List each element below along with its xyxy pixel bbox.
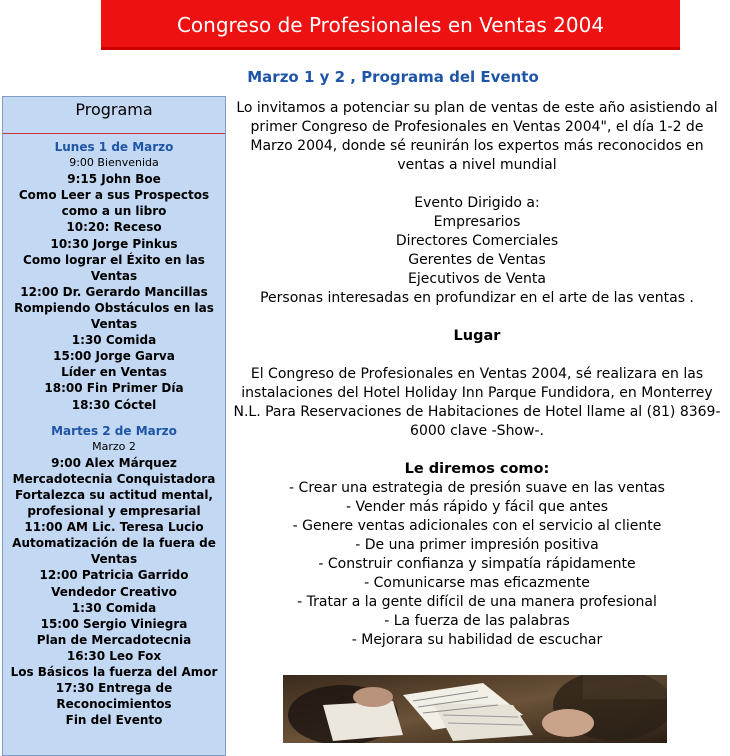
benefit-item: - Vender más rápido y fácil que antes: [345, 499, 608, 515]
schedule-item: 12:00 Patricia Garrido: [39, 568, 189, 583]
benefit-item: - Construir confianza y simpatía rápidamente: [318, 556, 636, 572]
schedule-item: Fortalezca su actitud mental, profesional y empresarial: [15, 487, 213, 519]
schedule-item: 1:30 Comida: [71, 600, 157, 615]
audience-item: Gerentes de Ventas: [408, 252, 546, 268]
schedule-list: [3, 139, 225, 728]
audience-item: Ejecutivos de Venta: [408, 271, 546, 287]
sidebar-header: [3, 97, 225, 134]
benefit-item: - La fuerza de las palabras: [384, 613, 570, 629]
schedule-item: Plan de Mercadotecnia: [36, 632, 192, 647]
benefit-item: - Genere ventas adicionales con el servicio al cliente: [292, 518, 662, 534]
program-sidebar: [2, 96, 226, 756]
venue-paragraph: El Congreso de Profesionales en Ventas 2004, sé realizara en las instalaciones del Hotel Holiday Inn Parque Fundidora, en Monterrey N.L. Para Reservaciones de Habitaciones de Hotel llame al (81) 8369-6000 clave -Show-.: [233, 366, 721, 439]
schedule-item: 17:30 Entrega de Reconocimientos: [55, 681, 173, 712]
audience-item: Empresarios: [433, 214, 521, 230]
benefit-item: - Mejorara su habilidad de escuchar: [351, 632, 603, 648]
sidebar-title: Programa: [75, 100, 153, 119]
schedule-item: 15:00 Sergio Viniegra: [40, 616, 188, 631]
benefit-item: - Tratar a la gente difícil de una manera profesional: [297, 594, 657, 610]
schedule-item: 9:15 John Boe: [67, 172, 161, 187]
event-subtitle: Marzo 1 y 2 , Programa del Evento: [247, 68, 539, 86]
main-content: [232, 99, 722, 650]
schedule-item: Fin del Evento: [65, 713, 163, 728]
day-heading: Martes 2 de Marzo: [51, 423, 177, 438]
day-heading: Lunes 1 de Marzo: [54, 140, 174, 154]
schedule-item: 16:30 Leo Fox: [66, 648, 162, 663]
intro-paragraph: Lo invitamos a potenciar su plan de ventas de este año asistiendo al primer Congreso de Profesionales en Ventas 2004", el día 1-2 de Marzo 2004, donde sé reunirán los expertos más reconocidos en ventas a nivel mundial: [236, 100, 718, 173]
schedule-item: Rompiendo Obstáculos en las Ventas: [14, 300, 214, 332]
schedule-item: Mercadotecnia Conquistadora: [12, 471, 216, 486]
schedule-item: 1:30 Comida: [71, 333, 157, 348]
schedule-item: Como Leer a sus Prospectos como a un libro: [18, 188, 210, 219]
meeting-photo: [283, 675, 667, 743]
schedule-item: Automatización de la fuera de Ventas: [12, 536, 216, 567]
schedule-item: 10:30 Jorge Pinkus: [50, 236, 178, 251]
page-title: Congreso de Profesionales en Ventas 2004: [176, 13, 605, 37]
schedule-note: 9:00 Bienvenida: [69, 156, 159, 170]
header-banner: [101, 0, 680, 50]
benefit-item: - De una primer impresión positiva: [355, 537, 599, 553]
benefit-item: - Crear una estrategia de presión suave en las ventas: [289, 480, 665, 496]
schedule-item: Vendedor Creativo: [51, 584, 177, 599]
schedule-item: 18:30 Cóctel: [71, 397, 157, 412]
venue-heading: Lugar: [453, 328, 501, 344]
benefit-item: - Comunicarse mas eficazmente: [364, 575, 590, 591]
audience-title: Evento Dirigido a:: [414, 195, 540, 211]
schedule-item: 11:00 AM Lic. Teresa Lucio: [24, 520, 204, 535]
schedule-item: Como lograr el Éxito en las Ventas: [23, 252, 205, 283]
schedule-item: 15:00 Jorge Garva: [53, 349, 175, 364]
schedule-item: 9:00 Alex Márquez: [51, 455, 177, 470]
schedule-item: 18:00 Fin Primer Día: [44, 381, 184, 396]
schedule-item: 10:20: Receso: [66, 220, 162, 235]
schedule-item: 12:00 Dr. Gerardo Mancillas: [20, 284, 208, 299]
schedule-item: Líder en Ventas: [61, 365, 167, 380]
schedule-item: Los Básicos la fuerza del Amor: [10, 665, 218, 679]
audience-item: Personas interesadas en profundizar en el arte de las ventas .: [260, 290, 694, 306]
benefits-heading: Le diremos como:: [404, 461, 550, 477]
schedule-note: Marzo 2: [92, 439, 136, 453]
meeting-photo-illustration: [283, 675, 667, 743]
audience-item: Directores Comerciales: [395, 233, 559, 249]
